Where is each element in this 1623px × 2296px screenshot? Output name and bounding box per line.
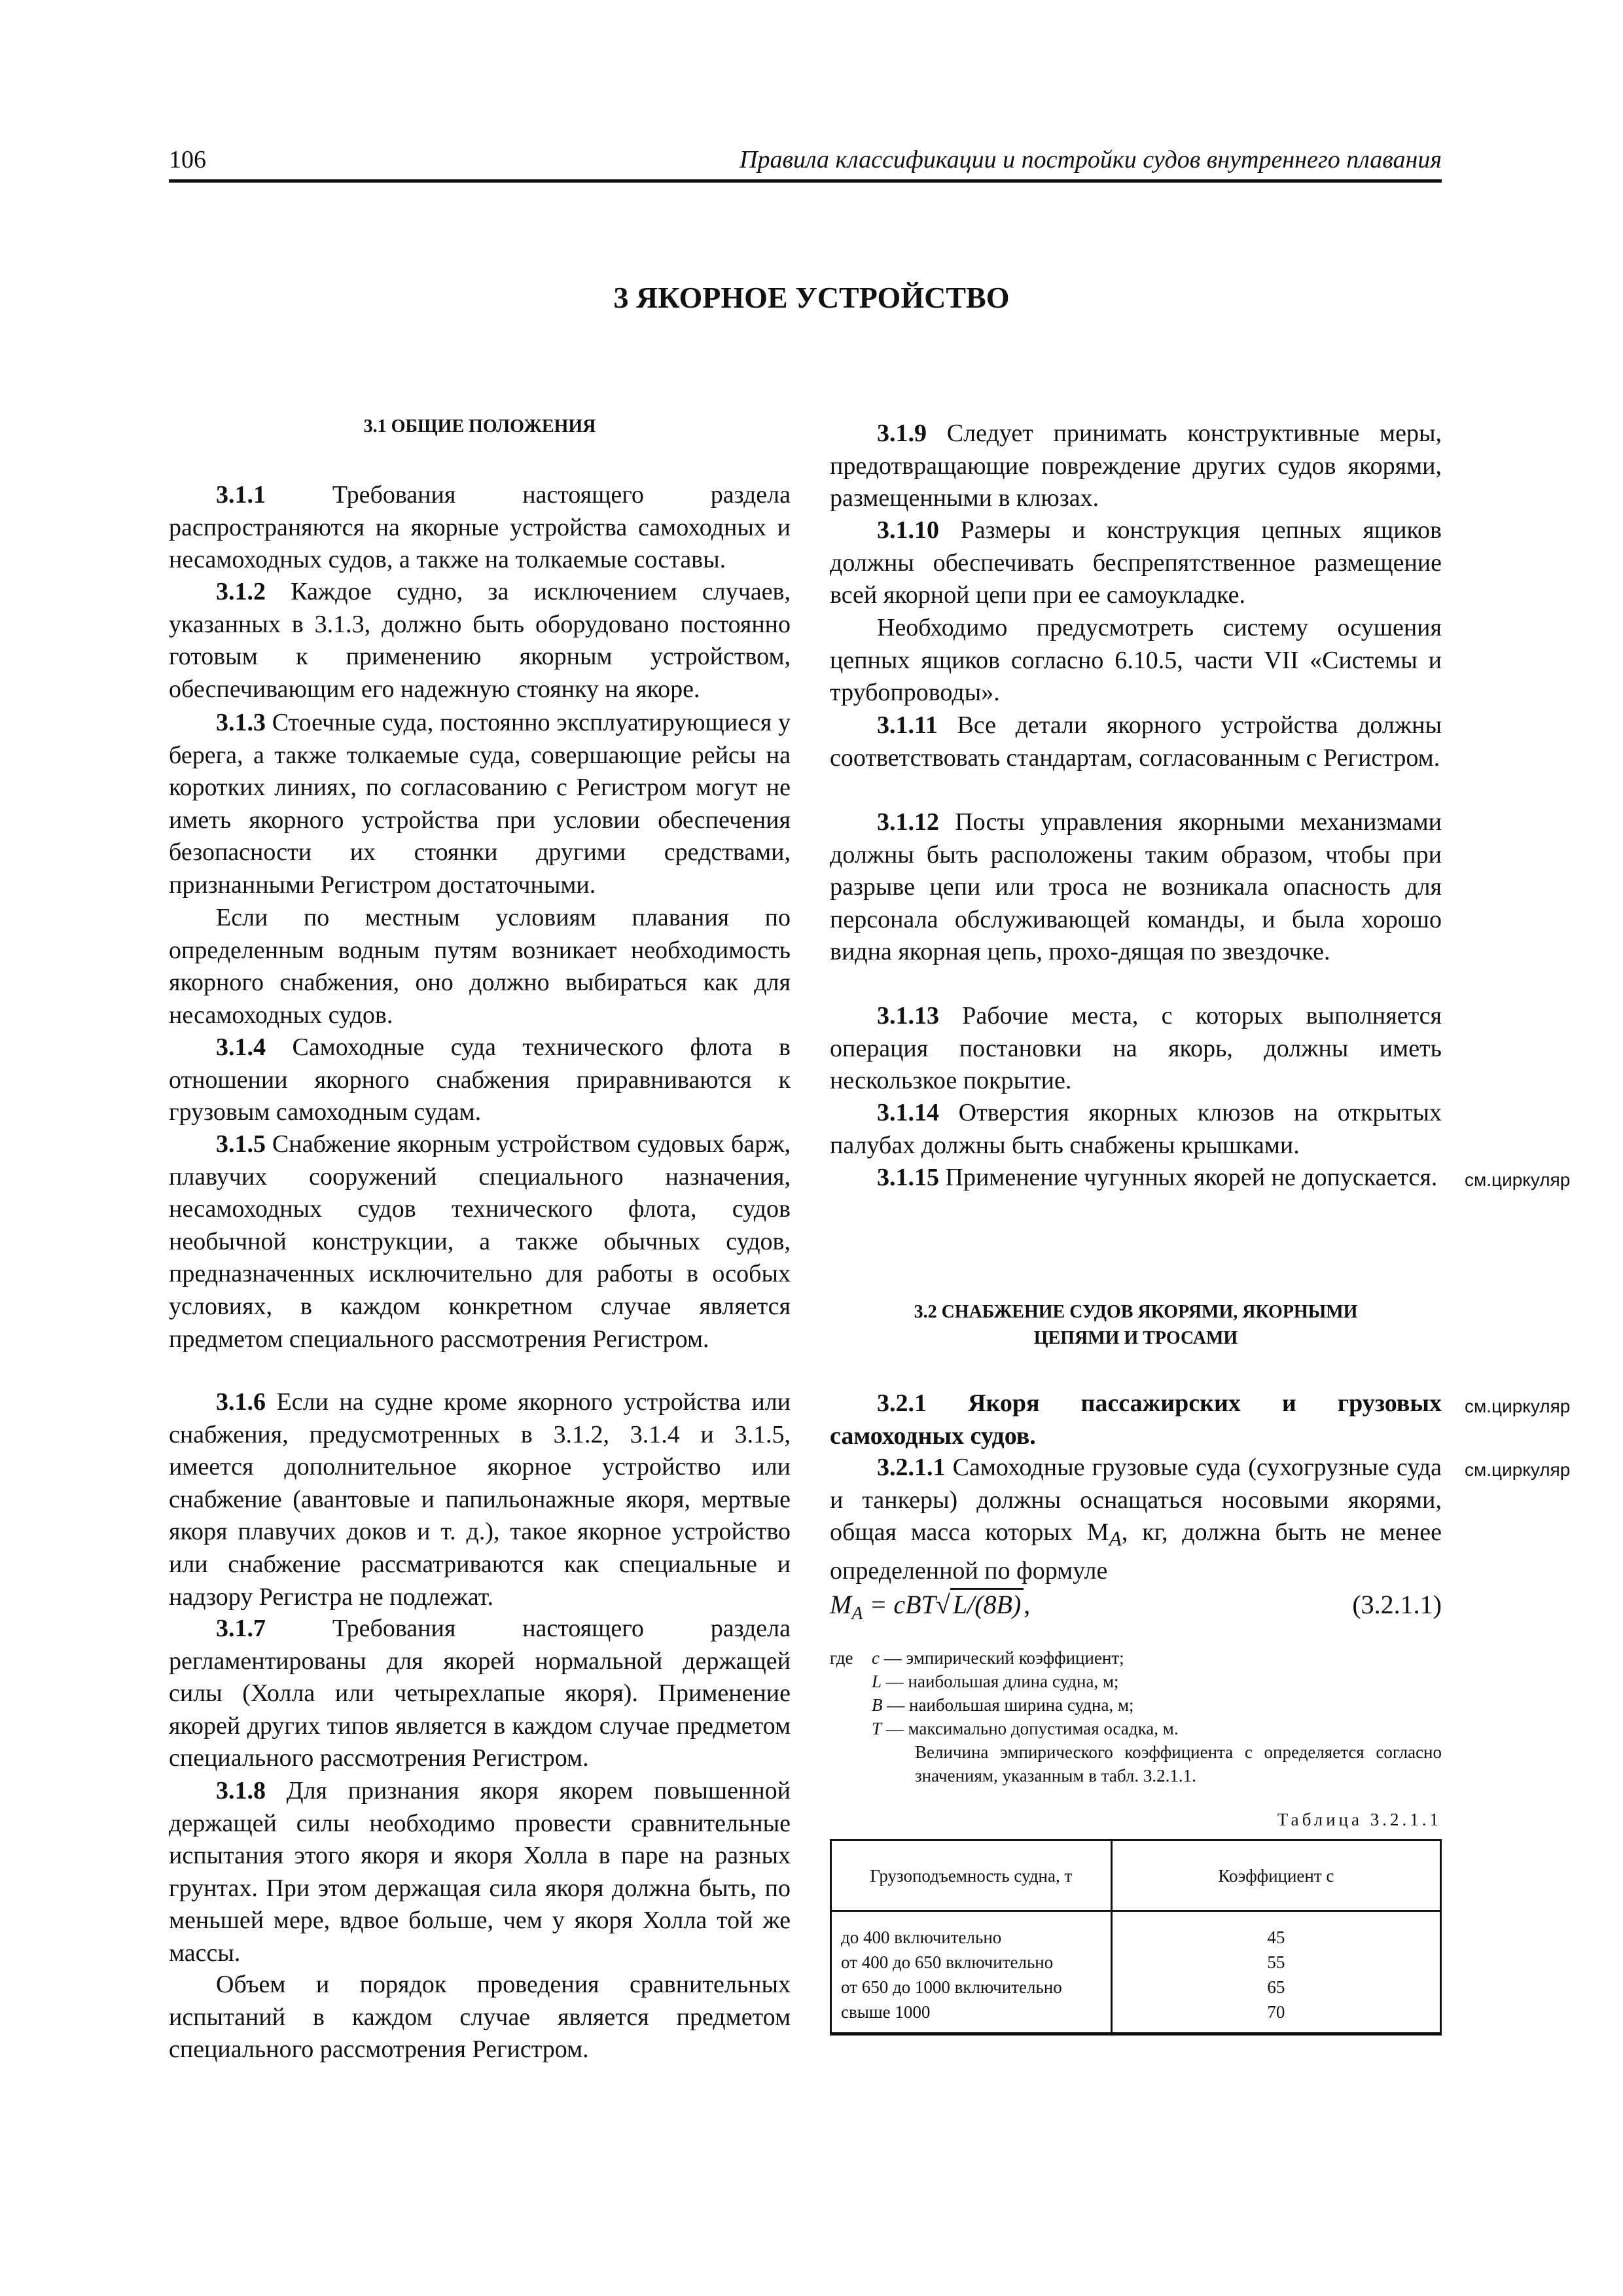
table-caption: Таблица 3.2.1.1 bbox=[1277, 1810, 1442, 1829]
paragraph-3-1-12: 3.1.12 Посты управления якорными механизмами должны быть расположены таким образом, чтобы при разрыве цепи или троса не возникала опасность для персонала обслуживающей команды, и была хорошо видна якорная цепь, прохо-дящая по звездочке. bbox=[830, 808, 1442, 966]
margin-note-circular: см.циркуляр bbox=[1465, 1460, 1571, 1480]
paragraph-3-1-8: 3.1.8 Для признания якоря якорем повышенной держащей силы необходимо провести сравнительные испытания этого якоря и якоря Холла в паре на разных грунтах. При этом держащая сила якоря должна быть, по меньшей мере, вдвое больше, чем у якоря Холла той же массы. bbox=[169, 1777, 791, 1967]
table-cell-coefficient: 45 55 65 70 bbox=[1111, 1911, 1440, 2034]
paragraph-3-1-2: 3.1.2 Каждое судно, за исключением случаев, указанных в 3.1.3, должно быть оборудовано постоянно готовым к применению якорным устройством, обеспечивающим его надежную стоянку на якоре. bbox=[169, 578, 791, 703]
table-cell-capacity: до 400 включительно от 400 до 650 включительно от 650 до 1000 включительно свыше 1000 bbox=[831, 1911, 1112, 2034]
paragraph-3-1-5: 3.1.5 Снабжение якорным устройством судовых барж, плавучих сооружений специального назначения, несамоходных судов технического флота, судов необычной конструкции, а также обычных судов, предназначенных исключительно для работы в особых условиях, в каждом конкретном случае является предметом специального рассмотрения Регистром. bbox=[169, 1130, 791, 1353]
section-title-3-1: 3.1 ОБЩИЕ ПОЛОЖЕНИЯ bbox=[363, 416, 596, 437]
formula-legend bbox=[830, 1646, 1442, 1787]
section-title-3-2-line2: ЦЕПЯМИ И ТРОСАМИ bbox=[1033, 1328, 1238, 1348]
table-header: Грузоподъемность судна, т bbox=[831, 1840, 1112, 1911]
chapter-title: 3 ЯКОРНОЕ УСТРОЙСТВО bbox=[613, 281, 1010, 314]
paragraph-3-1-4: 3.1.4 Самоходные суда технического флота в отношении якорного снабжения приравниваются к грузовым самоходным судам. bbox=[169, 1033, 791, 1126]
coefficient-table bbox=[830, 1839, 1442, 2036]
table-header: Коэффициент c bbox=[1111, 1840, 1440, 1911]
paragraph-3-1-9: 3.1.9 Следует принимать конструктивные меры, предотвращающие повреждение других судов якорями, размещенными в клюзах. bbox=[830, 420, 1442, 512]
running-title: Правила классификации и постройки судов внутреннего плавания bbox=[740, 146, 1442, 173]
paragraph-3-1-15: 3.1.15 Применение чугунных якорей не допускается. bbox=[877, 1164, 1438, 1191]
legend-note: Величина эмпирического коэффициента c определяется согласно значениям, указанным в табл. 3.2.1.1. bbox=[915, 1742, 1442, 1785]
paragraph-3-1-10: 3.1.10 Размеры и конструкция цепных ящиков должны обеспечивать беспрепятственное размещение всей якорной цепи при ее самоукладке. bbox=[830, 516, 1442, 609]
paragraph-3-1-3: 3.1.3 Стоечные суда, постоянно эксплуатирующиеся у берега, а также толкаемые суда, совершающие рейсы на коротких линиях, по согласованию с Регистром могут не иметь якорного устройства при условии обеспечения безопасности их стоянки другими средствами, признанными Регистром достаточными. bbox=[169, 709, 791, 899]
legend-row: B — наибольшая ширина судна, м; bbox=[872, 1695, 1134, 1715]
margin-note-circular: см.циркуляр bbox=[1465, 1396, 1571, 1416]
paragraph-3-1-3-cont: Если по местным условиям плавания по определенным водным путям возникает необходимость якорного снабжения, оно должно выбираться как для несамоходных судов. bbox=[169, 904, 791, 1029]
legend-row: T — максимально допустимая осадка, м. bbox=[872, 1719, 1179, 1738]
formula-3-2-1-1: $M_A = cBT√$ L/(8B) , (3.2.1.1) bbox=[830, 1589, 1442, 1624]
paragraph-3-1-7: 3.1.7 Требования настоящего раздела регламентированы для якорей нормальной держащей силы (Холла или четырехлапые якоря). Применение якорей других типов является в каждом случае предметом специального рассмотрения Регистром. bbox=[169, 1615, 791, 1772]
page-header bbox=[169, 140, 1442, 183]
paragraph-3-1-14: 3.1.14 Отверстия якорных клюзов на открытых палубах должны быть снабжены крышками. bbox=[830, 1099, 1442, 1159]
paragraph-3-1-13: 3.1.13 Рабочие места, с которых выполняется операция постановки на якорь, должны иметь нескользкое покрытие. bbox=[830, 1002, 1442, 1095]
paragraph-3-1-6: 3.1.6 Если на судне кроме якорного устройства или снабжения, предусмотренных в 3.1.2, 3.1.4 и 3.1.5, имеется дополнительное якорное устройство или снабжение (авантовые и папильонажные якоря, мертвые якоря плавучих доков и т. д.), такое якорное устройство или снабжение рассматриваются как специальные и надзору Регистра не подлежат. bbox=[169, 1388, 791, 1611]
paragraph-3-2-1: 3.2.1 Якоря пассажирских и грузовых самоходных судов. bbox=[830, 1390, 1442, 1450]
paragraph-3-2-1-1: 3.2.1.1 Самоходные грузовые суда (сухогрузные суда и танкеры) должны оснащаться носовыми якорями, общая масса которых $M_A$, кг, должна быть не менее определенной по формуле bbox=[830, 1454, 1442, 1585]
paragraph-3-1-1: 3.1.1 Требования настоящего раздела распространяются на якорные устройства самоходных и несамоходных судов, а также на толкаемые составы. bbox=[169, 481, 791, 574]
page-number: 106 bbox=[169, 146, 206, 173]
formula-number: (3.2.1.1) bbox=[1352, 1590, 1442, 1619]
legend-row: L — наибольшая длина судна, м; bbox=[872, 1672, 1119, 1691]
paragraph-3-1-8-cont: Объем и порядок проведения сравнительных испытаний в каждом случае является предметом специального рассмотрения Регистром. bbox=[169, 1971, 791, 2064]
paragraph-3-1-10-cont: Необходимо предусмотреть систему осушения цепных ящиков согласно 6.10.5, части VII «Системы и трубопроводы». bbox=[830, 614, 1442, 707]
legend-row: где c — эмпирический коэффициент; bbox=[830, 1648, 1124, 1668]
section-title-3-2-line1: 3.2 СНАБЖЕНИЕ СУДОВ ЯКОРЯМИ, ЯКОРНЫМИ bbox=[914, 1302, 1358, 1322]
margin-note-circular: см.циркуляр bbox=[1465, 1170, 1571, 1190]
section-title-3-2 bbox=[830, 1299, 1442, 1352]
paragraph-3-1-11: 3.1.11 Все детали якорного устройства должны соответствовать стандартам, согласованным с Регистром. bbox=[830, 711, 1442, 772]
